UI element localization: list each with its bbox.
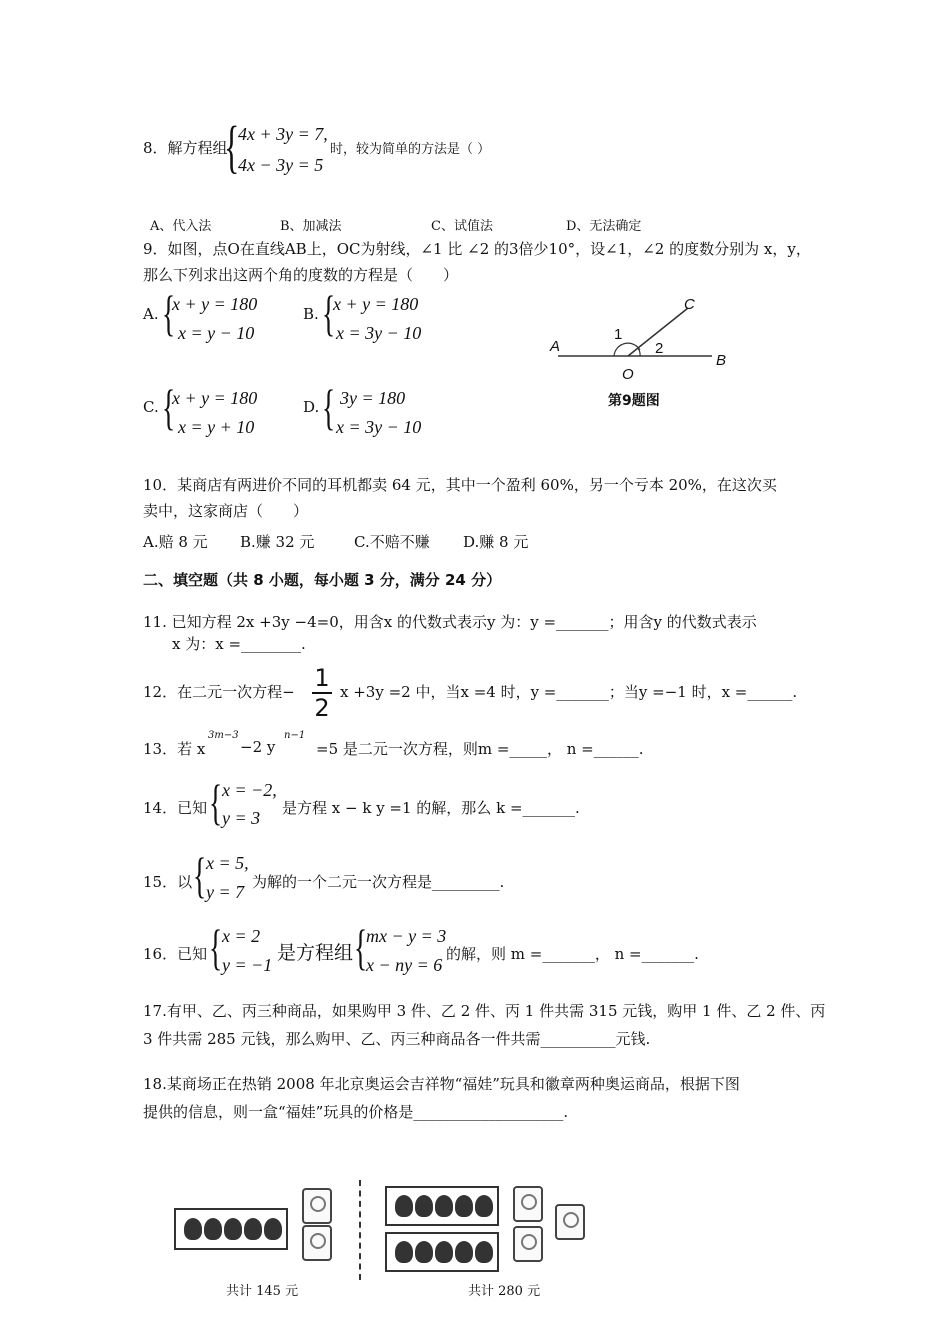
q15-brace: { — [193, 847, 207, 903]
q15-eq1: x = 5, — [206, 853, 249, 873]
badge-icon — [302, 1188, 332, 1224]
q12-denominator: 2 — [314, 694, 330, 722]
q10-text-1: 10．某商店有两进价不同的耳机都卖 64 元，其中一个盈利 60%，另一个亏本 20%，在这次买 — [143, 476, 777, 494]
badge-icon — [513, 1186, 543, 1222]
fig-angle-2: 2 — [655, 340, 664, 357]
q18-text-1: 18.某商场正在热销 2008 年北京奥运会吉祥物“福娃”玩具和徽章两种奥运商品，根据下图 — [143, 1075, 740, 1093]
q9-text-1: 9．如图，点O在直线AB上，OC为射线，∠1 比 ∠2 的3倍少10°，设∠1，∠2 的度数分别为 x，y， — [143, 240, 811, 258]
q9-c-label: C. — [143, 398, 159, 416]
q16-eq1: x = 2 — [222, 926, 261, 946]
fuwa-box-right-1 — [385, 1186, 499, 1226]
q8-option-a: A、代入法 — [150, 219, 212, 234]
badge-icon — [513, 1226, 543, 1262]
q13-sup-1: 3m−3 — [208, 730, 239, 741]
q14-prefix: 14．已知 — [143, 799, 208, 817]
badge-icon — [555, 1204, 585, 1240]
q13-suffix: =5 是二元一次方程，则m =_____， n =______. — [316, 740, 644, 758]
q13-mid: −2 y — [240, 738, 276, 756]
q13-sup-2: n−1 — [284, 730, 306, 741]
q14-suffix: 是方程 x − k y =1 的解，那么 k =_______. — [282, 799, 580, 817]
section-2-heading: 二、填空题（共 8 小题，每小题 3 分，满分 24 分） — [143, 571, 502, 589]
left-caption: 共计 145 元 — [226, 1284, 299, 1299]
q8-option-b: B、加减法 — [280, 219, 342, 234]
fuwa-box-left — [174, 1208, 288, 1250]
q11-text-2: x 为：x =________. — [172, 635, 306, 653]
q9-d-eq2: x = 3y − 10 — [336, 417, 422, 437]
q16-f2: x − ny = 6 — [366, 955, 443, 975]
fig-angle-1: 1 — [614, 326, 623, 343]
q9-figure — [540, 290, 740, 380]
q11-text-1: 11. 已知方程 2x +3y −4=0，用含x 的代数式表示y 为：y =_______；用含y 的代数式表示 — [143, 613, 757, 631]
q15-eq2: y = 7 — [206, 882, 245, 902]
q16-eq2: y = −1 — [222, 955, 273, 975]
q14-brace: { — [209, 774, 223, 830]
q12-numerator: 1 — [314, 664, 330, 692]
q8-eq1: 4x + 3y = 7, — [238, 124, 328, 144]
q17-text-1: 17.有甲、乙、丙三种商品，如果购甲 3 件、乙 2 件、丙 1 件共需 315 元钱，购甲 1 件、乙 2 件、丙 — [143, 1002, 826, 1020]
q18-text-2: 提供的信息，则一盒“福娃”玩具的价格是____________________. — [143, 1103, 569, 1121]
q16-prefix: 16．已知 — [143, 945, 208, 963]
badge-icon — [302, 1225, 332, 1261]
fig-label-o: O — [622, 366, 634, 383]
q12-prefix: 12．在二元一次方程− — [143, 683, 295, 701]
q13-prefix: 13．若 x — [143, 740, 206, 758]
q8-brace: { — [224, 114, 240, 179]
q15-prefix: 15．以 — [143, 873, 193, 891]
fig-label-c: C — [684, 296, 695, 313]
q16-brace-1: { — [209, 919, 223, 975]
q8-suffix: 时，较为简单的方法是（ ） — [330, 142, 491, 157]
q9-a-label: A. — [143, 305, 159, 323]
q9-text-2: 那么下列求出这两个角的度数的方程是（ ） — [143, 266, 459, 284]
q8-option-c: C、试值法 — [431, 219, 493, 234]
q10-option-c: C.不赔不赚 — [354, 533, 430, 551]
q14-eq2: y = 3 — [222, 808, 261, 828]
q9-a-eq2: x = y − 10 — [178, 323, 255, 343]
q9-b-eq2: x = 3y − 10 — [336, 323, 422, 343]
q9-b-label: B. — [303, 305, 319, 323]
fig-caption: 第9题图 — [608, 393, 660, 409]
q16-suffix: 的解，则 m =_______， n =_______. — [446, 945, 699, 963]
q9-b-brace: { — [322, 285, 336, 341]
q12-suffix: x +3y =2 中，当x =4 时，y =_______；当y =−1 时，x =______. — [340, 683, 798, 701]
q14-eq1: x = −2, — [222, 780, 277, 800]
q15-suffix: 为解的一个二元一次方程是_________. — [252, 873, 505, 891]
right-caption: 共计 280 元 — [468, 1284, 541, 1299]
q10-option-d: D.赚 8 元 — [463, 533, 529, 551]
divider — [359, 1180, 361, 1280]
q10-text-2: 卖中，这家商店（ ） — [143, 502, 309, 520]
q9-c-eq2: x = y + 10 — [178, 417, 255, 437]
q10-option-a: A.赔 8 元 — [143, 533, 208, 551]
q9-a-brace: { — [162, 285, 176, 341]
q9-d-label: D. — [303, 398, 320, 416]
q17-text-2: 3 件共需 285 元钱，那么购甲、乙、丙三种商品各一件共需__________元钱. — [143, 1030, 651, 1048]
q9-c-brace: { — [162, 379, 176, 435]
q16-mid: 是方程组 — [277, 942, 354, 964]
q8-option-d: D、无法确定 — [566, 219, 642, 234]
q9-b-eq1: x + y = 180 — [333, 294, 419, 314]
q9-a-eq1: x + y = 180 — [172, 294, 258, 314]
fig-label-a: A — [550, 338, 561, 355]
q10-option-b: B.赚 32 元 — [240, 533, 315, 551]
fuwa-box-right-2 — [385, 1232, 499, 1272]
q8-prefix: 8．解方程组 — [143, 139, 228, 157]
q8-eq2: 4x − 3y = 5 — [238, 155, 324, 175]
q9-d-brace: { — [322, 379, 336, 435]
q16-f1: mx − y = 3 — [366, 926, 447, 946]
q9-c-eq1: x + y = 180 — [172, 388, 258, 408]
fig-label-b: B — [716, 352, 727, 369]
q16-brace-2: { — [354, 919, 368, 975]
q9-d-eq1: 3y = 180 — [340, 388, 406, 408]
